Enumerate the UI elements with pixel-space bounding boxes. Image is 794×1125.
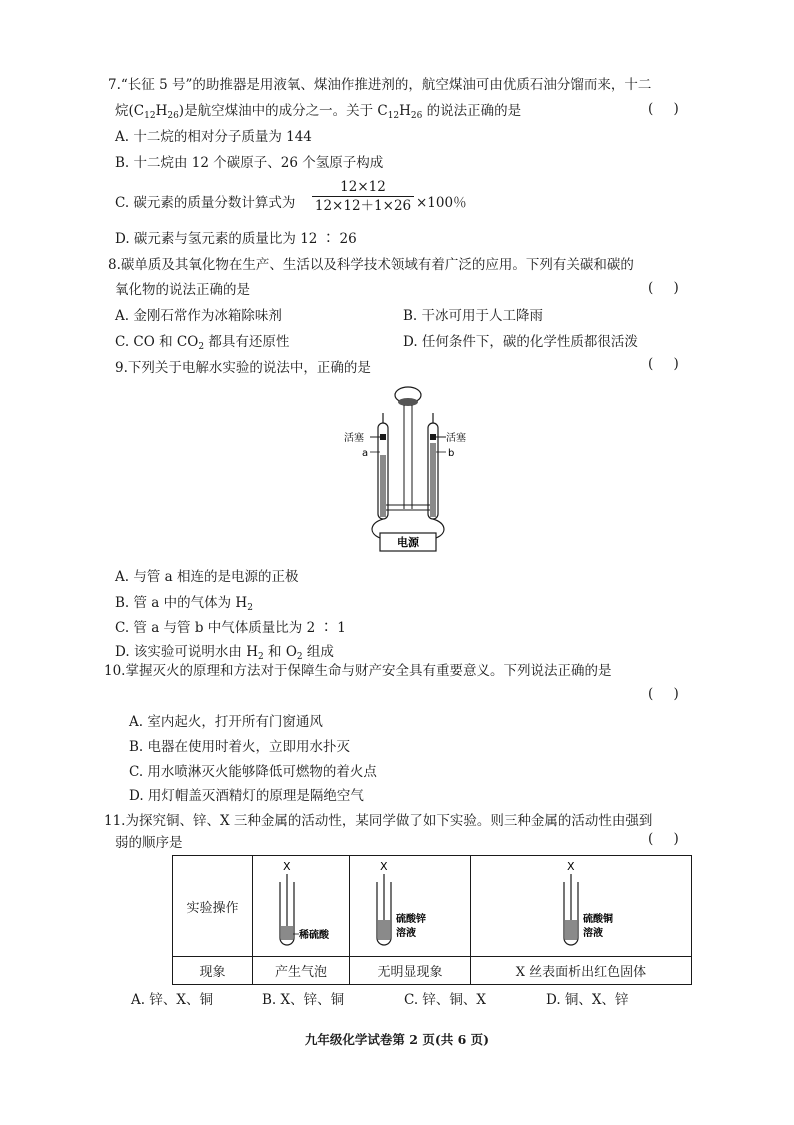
metal-label: X: [380, 860, 388, 873]
q8-stem-line2: 氧化物的说法正确的是: [115, 282, 250, 298]
fraction-numerator: 12×12: [312, 178, 414, 197]
q8-option-c: C. CO 和 $CO_2$ 都具有还原性: [115, 334, 290, 352]
q9-option-b: B. 管 a 中的气体为 $H_2$: [115, 595, 253, 613]
page-footer: 九年级化学试卷第 2 页(共 6 页): [304, 1032, 490, 1047]
test-tube-cell-2: [350, 856, 471, 957]
q10-stem: 10.掌握灭火的原理和方法对于保障生命与财产安全具有重要意义。下列说法正确的是: [104, 663, 612, 679]
q7-option-c-suffix: ×100％: [416, 195, 467, 211]
q11-stem-line1: 11.为探究铜、锌、X 三种金属的活动性，某同学做了如下实验。则三种金属的活动性由强到: [104, 813, 653, 829]
q7-option-d: D. 碳元素与氢元素的质量比为 12 ∶ 26: [115, 231, 357, 247]
electrolysis-apparatus-figure: [340, 383, 470, 553]
q11-option-b: B. X、锌、铜: [262, 992, 345, 1008]
q10-answer-paren[interactable]: ( ): [648, 686, 687, 702]
q10-option-a: A. 室内起火，打开所有门窗通风: [129, 714, 323, 730]
solution-label-line2: 溶液: [396, 928, 416, 939]
metal-label: X: [283, 860, 291, 873]
q8-stem-line1: 8.碳单质及其氧化物在生产、生活以及科学技术领域有着广泛的应用。下列有关碳和碳的: [108, 257, 634, 273]
test-tube-zinc-sulfate-figure: [350, 856, 470, 952]
q10-option-b: B. 电器在使用时着火，立即用水扑灭: [129, 739, 351, 755]
q10-option-c: C. 用水喷淋灭火能够降低可燃物的着火点: [129, 764, 377, 780]
q8-option-a: A. 金刚石常作为冰箱除味剂: [115, 308, 282, 324]
tube-label-b: b: [448, 448, 455, 459]
fraction-denominator: 12×12＋1×26: [314, 198, 412, 214]
q9-option-c: C. 管 a 与管 b 中气体质量比为 2 ∶ 1: [115, 620, 346, 636]
test-tube-dilute-acid-figure: [253, 856, 349, 952]
q11-option-c: C. 锌、铜、X: [404, 992, 487, 1008]
q7-stem-line1: 7.“长征 5 号”的助推器是用液氧、煤油作推进剂的，航空煤油可由优质石油分馏而来，十二: [108, 77, 652, 93]
q7-option-c-fraction: [312, 178, 414, 215]
solution-label-line1: 硫酸铜: [583, 914, 613, 925]
q9-stem: 9.下列关于电解水实验的说法中，正确的是: [115, 360, 371, 376]
q8-option-d: D. 任何条件下，碳的化学性质都很活泼: [403, 334, 638, 350]
row-header-operation: 实验操作: [173, 856, 253, 957]
q11-option-d: D. 铜、X、锌: [546, 992, 629, 1008]
table-row-operation: [173, 856, 692, 957]
q11-stem-line2: 弱的顺序是: [115, 835, 183, 851]
test-tube-cell-3: [471, 856, 692, 957]
valve-label-right: 活塞: [446, 433, 466, 444]
q9-answer-paren[interactable]: ( ): [648, 356, 687, 372]
test-tube-cell-1: [253, 856, 350, 957]
power-supply-label: 电源: [397, 536, 419, 549]
metal-label: X: [567, 860, 575, 873]
q11-answer-paren[interactable]: ( ): [648, 831, 687, 847]
q7-option-b: B. 十二烷由 12 个碳原子、26 个氢原子构成: [115, 155, 384, 171]
row-header-observation: 现象: [173, 957, 253, 985]
q10-option-d: D. 用灯帽盖灭酒精灯的原理是隔绝空气: [129, 788, 364, 804]
experiment-table: [172, 855, 692, 985]
q11-option-a: A. 锌、X、铜: [131, 992, 213, 1008]
tube-label-a: a: [362, 448, 369, 459]
observation-2: 无明显现象: [350, 957, 471, 985]
q8-option-b: B. 干冰可用于人工降雨: [403, 308, 544, 324]
solution-label: 稀硫酸: [299, 930, 329, 941]
solution-label-line1: 硫酸锌: [396, 914, 426, 925]
q8-answer-paren[interactable]: ( ): [648, 280, 687, 296]
q7-option-a: A. 十二烷的相对分子质量为 144: [115, 129, 312, 145]
test-tube-copper-sulfate-figure: [471, 856, 691, 952]
solution-label-line2: 溶液: [583, 928, 603, 939]
valve-label-left: 活塞: [344, 433, 364, 444]
observation-3: X 丝表面析出红色固体: [471, 957, 692, 985]
q9-option-a: A. 与管 a 相连的是电源的正极: [115, 569, 299, 585]
table-row-observation: [173, 957, 692, 985]
observation-1: 产生气泡: [253, 957, 350, 985]
q7-stem-line2: 烷$(C_{12}H_{26})$是航空煤油中的成分之一。关于 $C_{12}H_{26}$ 的说法正确的是: [115, 103, 522, 121]
q9-option-d: D. 该实验可说明水由 $H_2$ 和 $O_2$ 组成: [115, 644, 334, 662]
q7-option-c-prefix: C. 碳元素的质量分数计算式为: [115, 195, 296, 211]
q7-answer-paren[interactable]: ( ): [648, 101, 687, 117]
